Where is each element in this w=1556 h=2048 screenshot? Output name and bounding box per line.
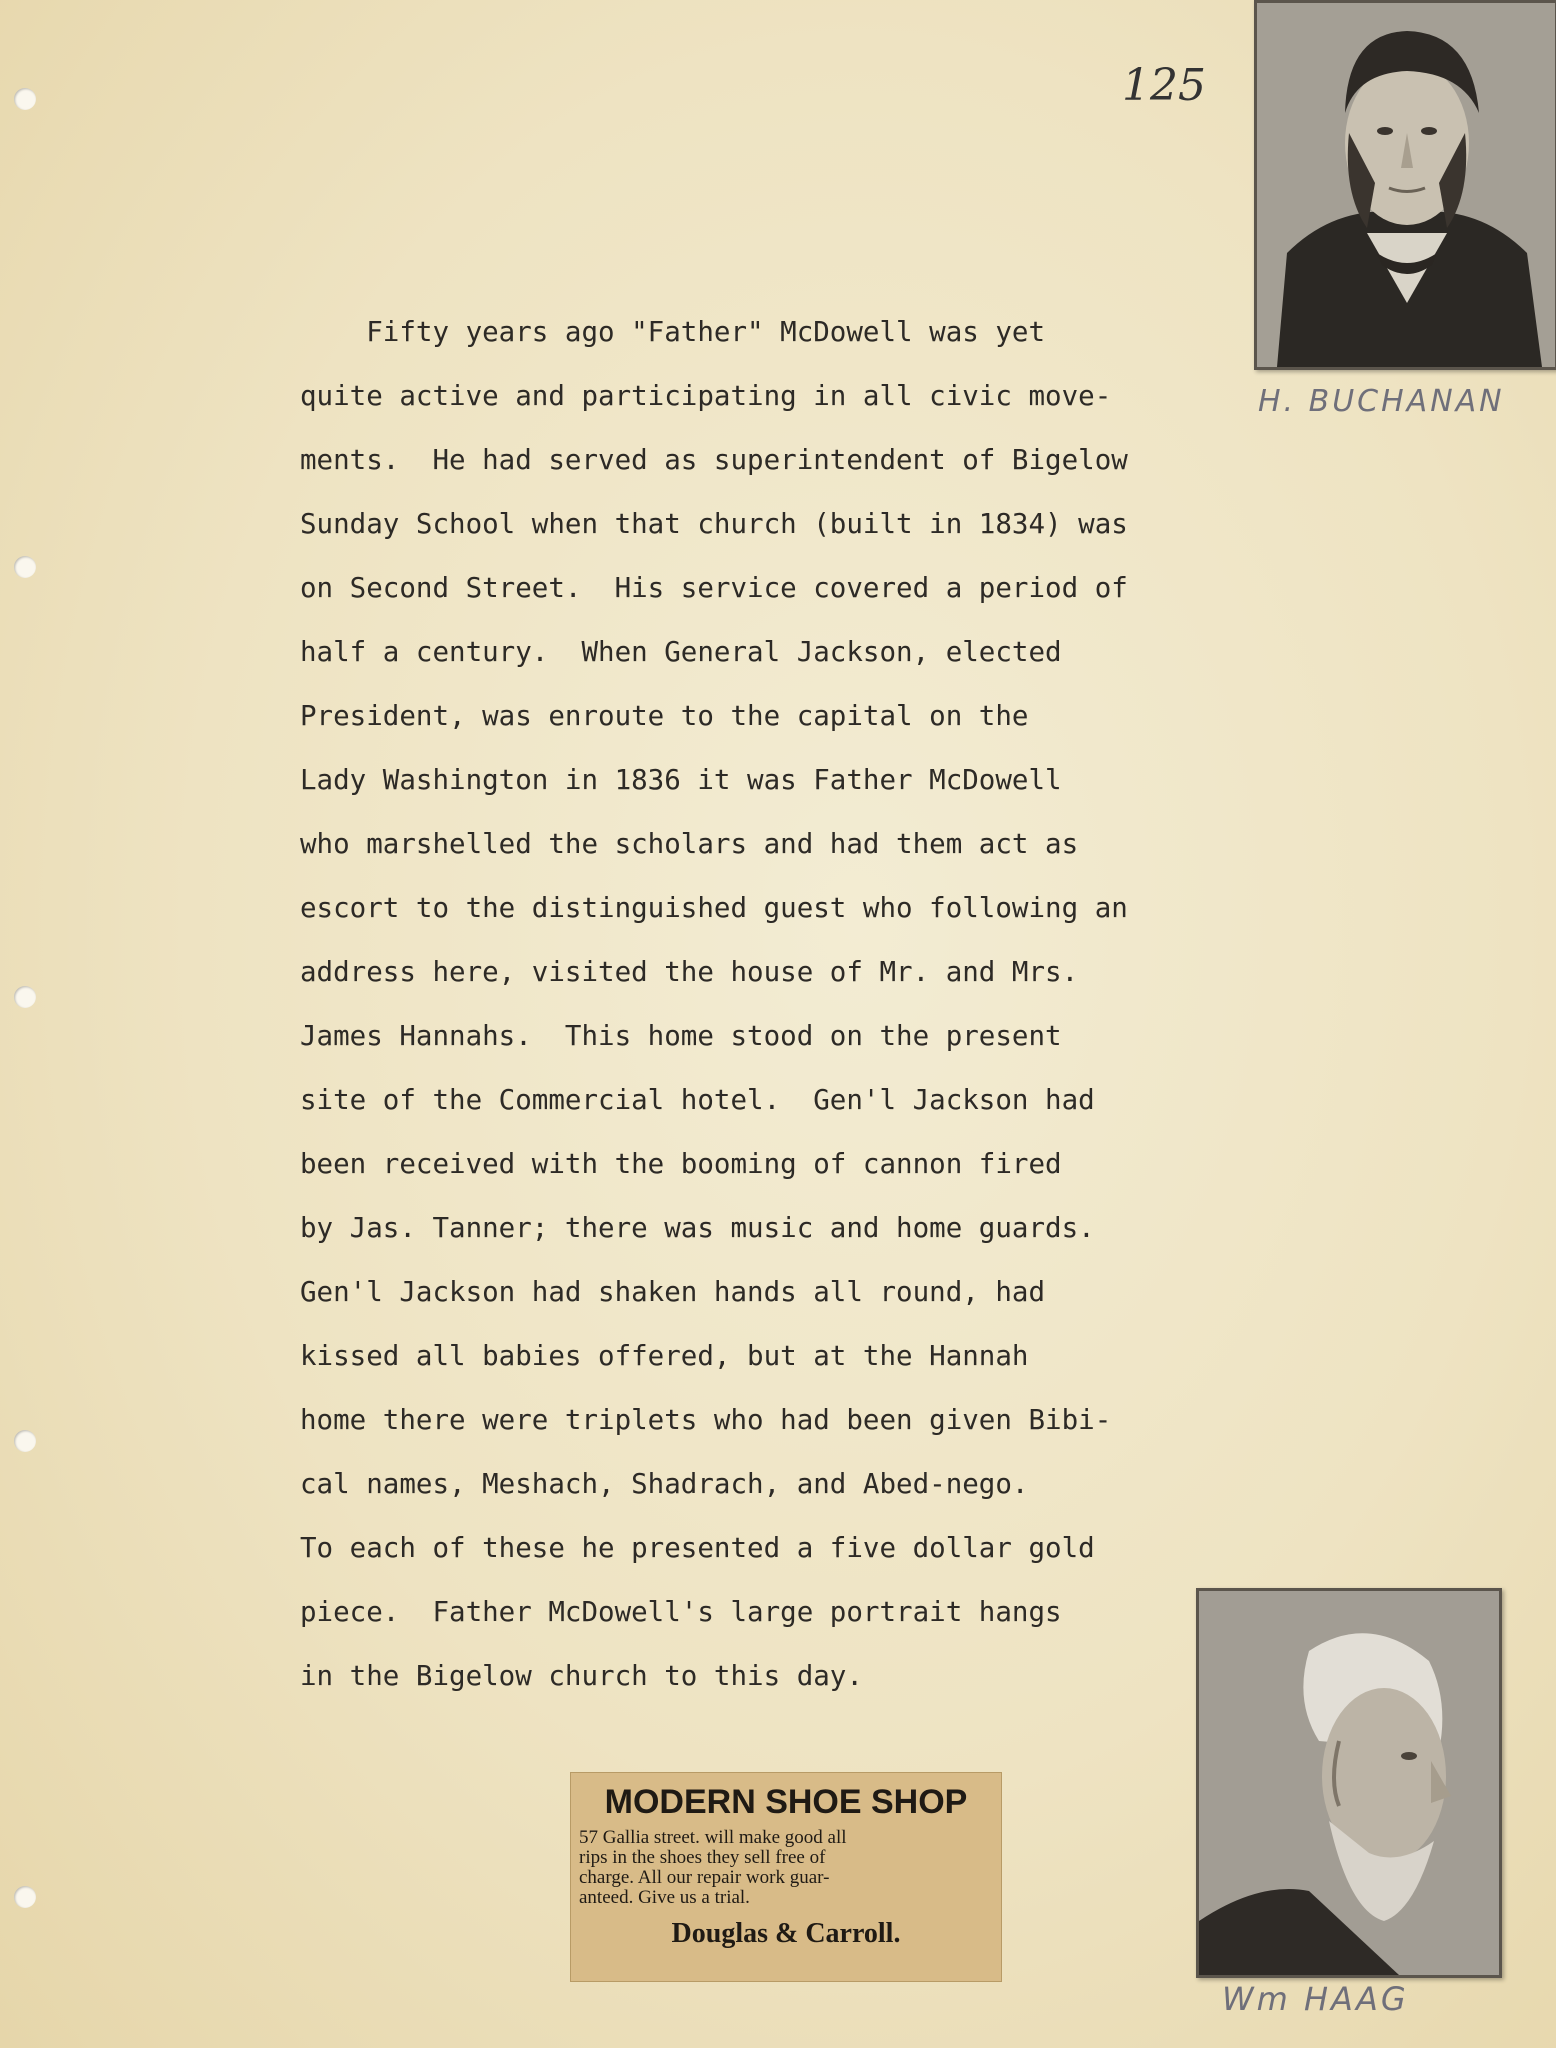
text-line: on Second Street. His service covered a period of <box>300 572 1128 604</box>
binder-hole <box>14 556 36 578</box>
text-line: ments. He had served as superintendent of Bigelow <box>300 444 1128 476</box>
portrait-caption-bottom: Wm HAAG <box>1222 1980 1409 2018</box>
ad-headline: MODERN SHOE SHOP <box>604 1783 968 1821</box>
ad-body <box>571 1822 1001 1908</box>
ad-body-line: 57 Gallia street. will make good all <box>579 1827 847 1848</box>
portrait-caption-top: H. BUCHANAN <box>1258 384 1505 419</box>
text-line: Gen'l Jackson had shaken hands all round, had <box>300 1276 1046 1308</box>
ad-signature: Douglas & Carroll. <box>671 1918 901 1949</box>
text-line: Fifty years ago "Father" McDowell was yet <box>300 316 1046 348</box>
text-line: by Jas. Tanner; there was music and home guards. <box>300 1212 1095 1244</box>
text-line: cal names, Meshach, Shadrach, and Abed-nego. <box>300 1468 1029 1500</box>
text-line: James Hannahs. This home stood on the present <box>300 1020 1062 1052</box>
text-line: escort to the distinguished guest who following an <box>300 892 1128 924</box>
ad-body-line: anteed. Give us a trial. <box>579 1887 750 1908</box>
ad-body-line: charge. All our repair work guar- <box>579 1867 830 1888</box>
newspaper-clipping-ad <box>570 1772 1002 1982</box>
portrait-photo-haag <box>1196 1588 1502 1978</box>
text-line: kissed all babies offered, but at the Hannah <box>300 1340 1029 1372</box>
text-line: address here, visited the house of Mr. and Mrs. <box>300 956 1079 988</box>
text-line: Lady Washington in 1836 it was Father McDowell <box>300 764 1062 796</box>
text-line: in the Bigelow church to this day. <box>300 1660 863 1692</box>
text-line: President, was enroute to the capital on the <box>300 700 1029 732</box>
text-line: home there were triplets who had been given Bibi- <box>300 1404 1112 1436</box>
text-line: who marshelled the scholars and had them act as <box>300 828 1079 860</box>
text-line: To each of these he presented a five dollar gold <box>300 1532 1095 1564</box>
text-line: been received with the booming of cannon fired <box>300 1148 1062 1180</box>
body-text <box>300 300 1260 1708</box>
binder-hole <box>14 1886 36 1908</box>
text-line: Sunday School when that church (built in 1834) was <box>300 508 1128 540</box>
text-line: site of the Commercial hotel. Gen'l Jackson had <box>300 1084 1095 1116</box>
ad-body-line: rips in the shoes they sell free of <box>579 1847 826 1868</box>
binder-hole <box>14 88 36 110</box>
text-line: quite active and participating in all civic move- <box>300 380 1112 412</box>
page-number: 125 <box>1122 60 1206 111</box>
portrait-photo-buchanan <box>1254 0 1556 370</box>
text-line: piece. Father McDowell's large portrait hangs <box>300 1596 1062 1628</box>
binder-hole <box>14 1430 36 1452</box>
text-line: half a century. When General Jackson, elected <box>300 636 1062 668</box>
binder-hole <box>14 986 36 1008</box>
